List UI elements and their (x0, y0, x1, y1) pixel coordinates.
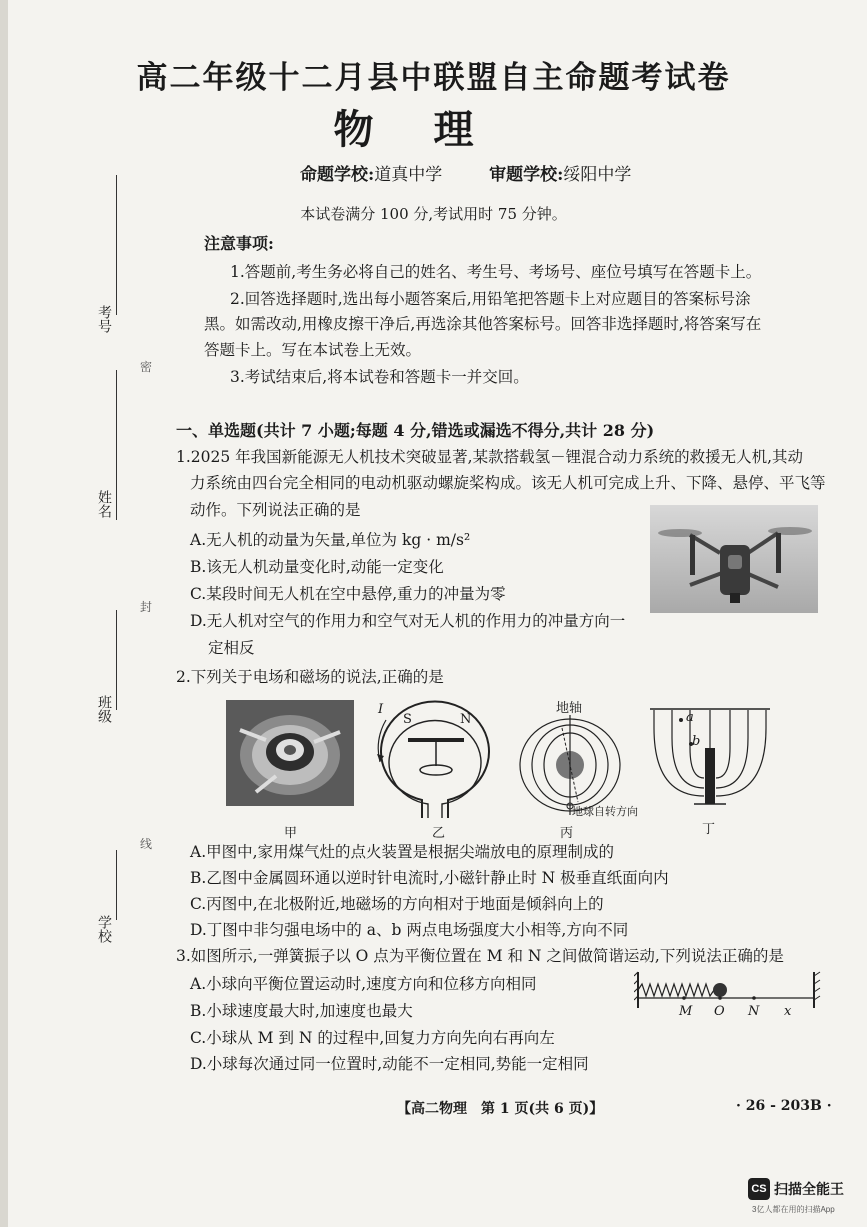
q3-option-c: C.小球从 M 到 N 的过程中,回复力方向先向右再向左 (190, 1029, 555, 1047)
camscanner-app-name: 扫描全能王 (774, 1181, 844, 1197)
q1-option-c: C.某段时间无人机在空中悬停,重力的冲量为零 (190, 585, 506, 603)
subject-title: 物理 (333, 106, 534, 153)
name-label: 姓名 (96, 490, 112, 518)
name-line (116, 370, 117, 520)
section-1-heading: 一、单选题(共计 7 小题;每题 4 分,错选或漏选不得分,共计 28 分) (176, 421, 655, 440)
class-label: 班级 (96, 695, 112, 723)
fig-bing-rotation-label: 地球自转方向 (572, 805, 638, 818)
footer-code: · 26 - 203B · (736, 1098, 832, 1114)
note-2a: 2.回答选择题时,选出每小题答案后,用铅笔把答题卡上对应题目的答案标号涂 (230, 290, 751, 308)
q1-stem-3: 动作。下列说法正确的是 (190, 501, 361, 519)
seal-mark-3: 线 (140, 837, 153, 851)
fig-yi-caption: 乙 (432, 826, 446, 841)
q2-option-c: C.丙图中,在北极附近,地磁场的方向相对于地面是倾斜向上的 (190, 895, 604, 913)
exam-no-line (116, 175, 117, 315)
reviewer-school: 绥阳中学 (563, 165, 632, 185)
q2-option-a: A.甲图中,家用煤气灶的点火装置是根据尖端放电的原理制成的 (190, 843, 615, 861)
exam-info: 本试卷满分 100 分,考试用时 75 分钟。 (300, 205, 567, 223)
school-label: 学校 (96, 915, 112, 943)
exam-title: 高二年级十二月县中联盟自主命题考试卷 (136, 60, 731, 96)
fig-ding-a-label: a (686, 710, 694, 725)
q1-stem-2: 力系统由四台完全相同的电动机驱动螺旋桨构成。该无人机可完成上升、下降、悬停、平飞等 (190, 474, 826, 492)
fig-spring-n-label: N (748, 1004, 760, 1019)
camscanner-logo-icon: CS (748, 1178, 770, 1200)
q1-option-a: A.无人机的动量为矢量,单位为 kg · m/s² (190, 531, 471, 549)
class-line (116, 610, 117, 710)
fig-yi-current-label: I (378, 702, 384, 717)
fig-bing-caption: 丙 (560, 826, 574, 841)
fig-jia-gas-stove (226, 700, 354, 806)
setter-label: 命题学校: (300, 165, 375, 185)
q2-option-d: D.丁图中非匀强电场中的 a、b 两点电场强度大小相等,方向不同 (190, 921, 629, 939)
seal-mark-2: 封 (140, 600, 153, 614)
q1-option-d-1: D.无人机对空气的作用力和空气对无人机的作用力的冲量方向一 (190, 612, 626, 630)
fig-jia-caption: 甲 (284, 826, 298, 841)
note-3: 3.考试结束后,将本试卷和答题卡一并交回。 (230, 368, 529, 386)
exam-no-label: 考号 (96, 305, 112, 333)
q2-option-b: B.乙图中金属圆环通以逆时针电流时,小磁针静止时 N 极垂直纸面向内 (190, 869, 669, 887)
fig-spring-o-label: O (714, 1004, 725, 1019)
q1-option-d-2: 定相反 (208, 639, 255, 657)
setter-school: 道真中学 (374, 165, 443, 185)
q2-stem: 2.下列关于电场和磁场的说法,正确的是 (176, 668, 444, 686)
note-2b: 黑。如需改动,用橡皮擦干净后,再选涂其他答案标号。回答非选择题时,将答案写在 (204, 315, 762, 333)
footer-page: 【高二物理 第 1 页(共 6 页)】 (397, 1101, 604, 1117)
fig-ding-caption: 丁 (702, 822, 716, 837)
page-edge (0, 0, 8, 1227)
fig-ding-b-label: b (692, 734, 701, 749)
q3-stem: 3.如图所示,一弹簧振子以 O 点为平衡位置在 M 和 N 之间做简谐运动,下列说法正确的是 (176, 947, 784, 965)
notes-heading: 注意事项: (204, 234, 274, 253)
q1-stem-1: 1.2025 年我国新能源无人机技术突破显著,某款搭载氢－锂混合动力系统的救援无人机,其动 (176, 448, 804, 466)
fig-spring-x-label: x (784, 1004, 792, 1019)
fig-yi-current-loop (370, 700, 500, 825)
q1-option-b: B.该无人机动量变化时,动能一定变化 (190, 558, 444, 576)
fig-yi-n-label: N (460, 712, 472, 727)
fig-ding-electric-field (650, 708, 770, 808)
school-line (116, 850, 117, 920)
fig-spring-m-label: M (679, 1004, 693, 1019)
reviewer-label: 审题学校: (489, 165, 564, 185)
seal-mark-1: 密 (140, 360, 153, 374)
note-1: 1.答题前,考生务必将自己的姓名、考生号、考场号、座位号填写在答题卡上。 (230, 263, 762, 281)
fig-spring-oscillator (634, 970, 824, 1020)
fig-yi-s-label: S (403, 712, 412, 727)
camscanner-tagline: 3亿人都在用的扫描App (752, 1205, 835, 1214)
fig-bing-axis-label: 地轴 (556, 701, 583, 716)
q3-option-a: A.小球向平衡位置运动时,速度方向和位移方向相同 (190, 975, 537, 993)
drone-photo (650, 505, 818, 613)
q3-option-b: B.小球速度最大时,加速度也最大 (190, 1002, 413, 1020)
note-2c: 答题卡上。写在本试卷上无效。 (204, 341, 422, 359)
school-info (300, 160, 631, 185)
q3-option-d: D.小球每次通过同一位置时,动能不一定相同,势能一定相同 (190, 1055, 589, 1073)
